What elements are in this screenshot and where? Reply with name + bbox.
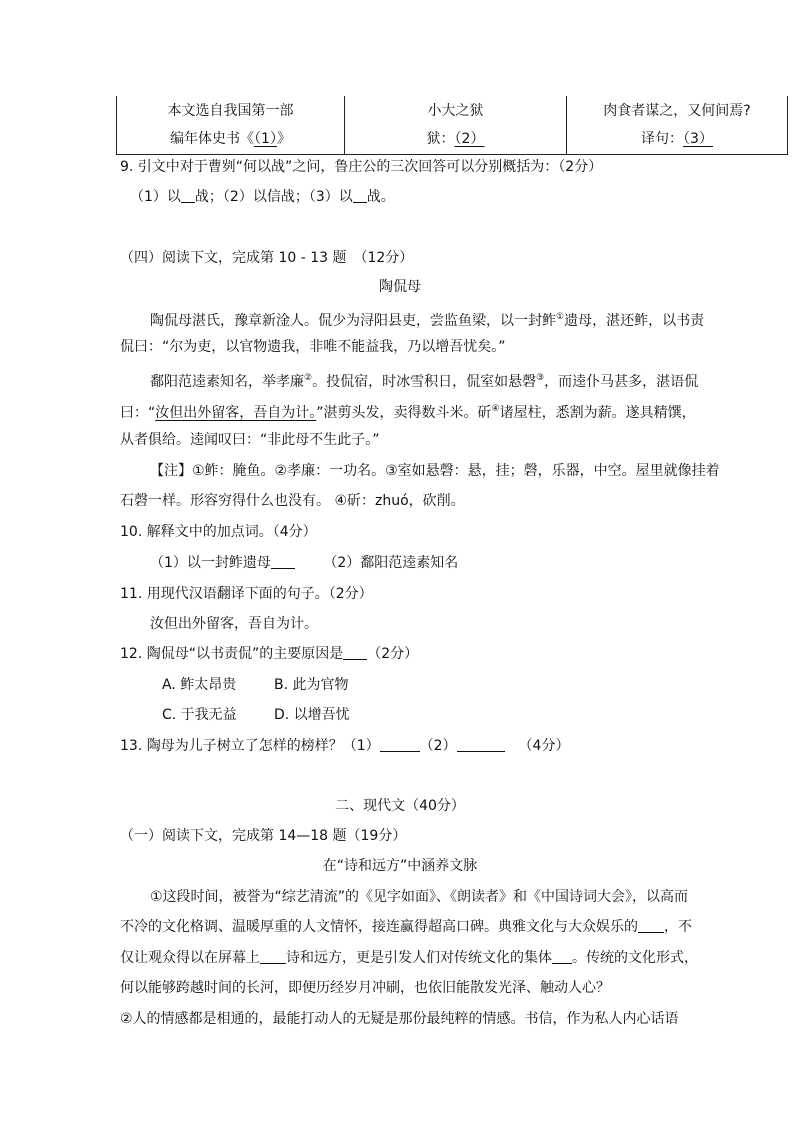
- answer-blank[interactable]: [638, 918, 664, 933]
- footnote-mark: ④: [491, 404, 500, 414]
- passage-text: ”湛剪头发，卖得数斗米。斫: [316, 405, 492, 421]
- cell-text: 译句：: [641, 131, 684, 147]
- blank-2[interactable]: （2）: [454, 131, 485, 147]
- footnote-mark: ①: [556, 312, 565, 322]
- option-b[interactable]: B. 此为官物: [274, 677, 349, 693]
- cell-line: 小大之狱: [427, 103, 484, 119]
- answer-blank[interactable]: [271, 554, 295, 569]
- answer-table: [116, 96, 788, 155]
- passage-line: ②人的情感都是相通的，最能打动人的无疑是那份最纯粹的情感。书信，作为私人内心话语: [120, 1011, 679, 1027]
- note-line: 石磬一样。形容穷得什么也没有。 ④斫：zhuó，砍削。: [120, 493, 465, 509]
- footnote-mark: ③: [536, 373, 545, 383]
- passage-text: 。传统的文化形式，: [572, 950, 698, 966]
- passage-text: 仅让观众得以在屏幕上: [120, 950, 260, 966]
- section-header: （四）阅读下文，完成第 10 - 13 题 （12分）: [120, 250, 414, 266]
- option-c[interactable]: C. 于我无益: [162, 707, 237, 723]
- section-header: （一）阅读下文，完成第 14—18 题（19分）: [120, 828, 407, 844]
- passage-line: [150, 307, 704, 331]
- passage-line: [120, 399, 696, 423]
- question-9-answer: [130, 187, 395, 207]
- question-text: （4分）: [518, 738, 570, 754]
- answer-blank[interactable]: [552, 949, 572, 964]
- passage-line: 何以能够跨越时间的长河，即便历经岁月冲刷，也依旧能散发光泽、触动人心？: [120, 980, 610, 996]
- answer-blank[interactable]: [380, 737, 420, 752]
- passage-line: [120, 948, 698, 968]
- question-9: 9. 引文中对于曹刿“何以战”之问，鲁庄公的三次回答可以分别概括为：（2分）: [120, 159, 603, 175]
- question-text: （2）: [419, 738, 457, 754]
- passage-text: 陶侃母湛氏，豫章新淦人。侃少为浔阳县吏，尝监鱼梁，以一封鲊: [150, 313, 556, 329]
- question-11-sentence: 汝但出外留客，吾自为计。: [150, 616, 318, 632]
- cell-text: 》: [276, 131, 291, 147]
- passage-text: 鄱阳范逵素知名，举孝廉: [150, 374, 304, 390]
- answer-text: 战。: [366, 189, 395, 205]
- passage-line: 从者俱给。逵闻叹曰：“非此母不生此子。”: [120, 432, 380, 448]
- blank-1[interactable]: （1）: [254, 131, 277, 147]
- passage-title: 在“诗和远方”中涵养文脉: [322, 858, 478, 874]
- question-text: 12. 陶侃母“以书责侃”的主要原因是: [120, 646, 344, 662]
- passage-line: [150, 368, 698, 392]
- passage-text: 诸屋柱，悉割为薪。遂具精馔，: [499, 405, 696, 421]
- passage-text: ，而逵仆马甚多，湛语侃: [544, 374, 699, 390]
- question-text: （2分）: [367, 646, 419, 662]
- question-11: 11. 用现代汉语翻译下面的句子。（2分）: [120, 586, 373, 602]
- passage-text: 曰：“: [120, 405, 156, 421]
- passage-text: ，不: [664, 919, 692, 935]
- cell-text: 编年体史书《: [170, 131, 255, 147]
- passage-line: 侃曰：“尔为吏，以官物遗我，非唯不能益我，乃以增吾忧矣。”: [120, 339, 506, 355]
- passage-text: 。投侃宿，时冰雪积日，侃室如悬磬: [312, 374, 537, 390]
- answer-text: 战；（2）以信战；（3）以: [194, 189, 353, 205]
- question-10-items: [150, 553, 458, 573]
- cell-line: 本文选自我国第一部: [167, 103, 294, 119]
- cell-line: [567, 128, 787, 148]
- blank-3[interactable]: （3）: [683, 131, 713, 147]
- passage-line: [120, 917, 692, 937]
- passage-text: 诗和远方，更是引发人们对传统文化的集体: [286, 950, 552, 966]
- table-cell-translate: [567, 96, 787, 154]
- passage-title: 陶侃母: [379, 279, 421, 295]
- option-a[interactable]: A. 鲊太昂贵: [162, 677, 237, 693]
- question-12: [120, 644, 418, 664]
- cell-line: [117, 128, 344, 148]
- cell-line: [345, 128, 566, 148]
- question-10: 10. 解释文中的加点词。（4分）: [120, 524, 317, 540]
- footnote-mark: ②: [304, 373, 313, 383]
- answer-blank[interactable]: [181, 188, 195, 203]
- item-text: （1）以一封鲊遗母: [150, 555, 271, 571]
- option-d[interactable]: D. 以增吾忧: [274, 707, 350, 723]
- cell-text: 狱：: [426, 131, 455, 147]
- answer-blank[interactable]: [343, 645, 367, 660]
- passage-text: 不冷的文化格调、温暖厚重的人文情怀，接连赢得超高口碑。典雅文化与大众娱乐的: [120, 919, 638, 935]
- passage-line: ①这段时间，被誉为“综艺清流”的《见字如面》、《朗读者》和《中国诗词大会》，以高而: [150, 889, 689, 905]
- item-text: （2）鄱阳范逵素知名: [323, 555, 459, 571]
- question-text: 13. 陶母为儿子树立了怎样的榜样？（1）: [120, 738, 380, 754]
- underlined-sentence: 汝但出外留客，吾自为计。: [155, 405, 317, 421]
- answer-blank[interactable]: [260, 949, 286, 964]
- answer-blank[interactable]: [457, 737, 505, 752]
- table-cell-source: [117, 96, 345, 154]
- table-cell-word: [345, 96, 567, 154]
- answer-blank[interactable]: [353, 188, 367, 203]
- answer-text: （1）以: [130, 189, 181, 205]
- note-line: 【注】①鲊：腌鱼。②孝廉：一功名。③室如悬磬：悬，挂；磬，乐器，中空。屋里就像挂着: [150, 463, 720, 479]
- passage-text: 遗母，湛还鲊，以书责: [564, 313, 705, 329]
- part-header: 二、现代文（40分）: [335, 798, 465, 814]
- cell-line: 肉食者谋之，又何间焉?: [603, 103, 751, 119]
- question-13: [120, 736, 569, 756]
